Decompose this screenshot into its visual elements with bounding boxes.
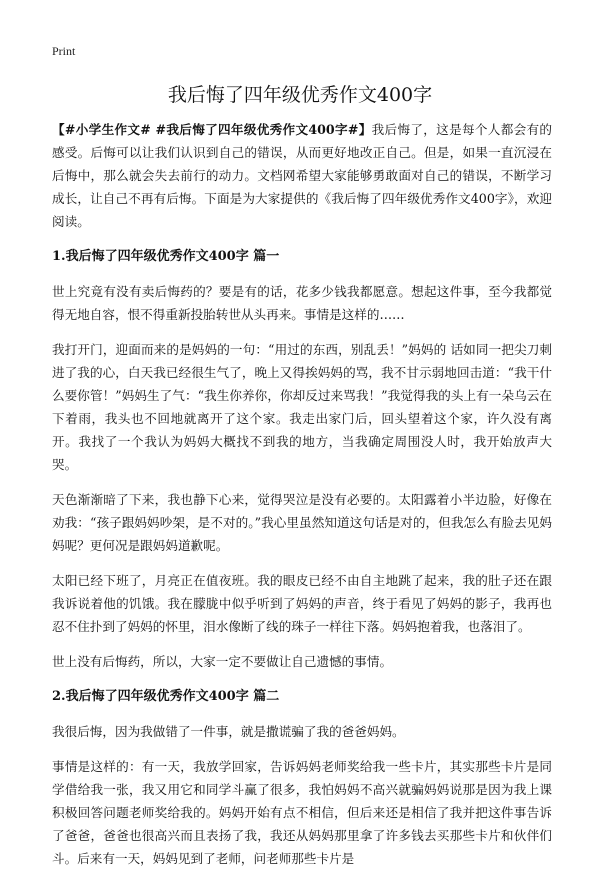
paragraph: 我打开门，迎面而来的是妈妈的一句：“用过的东西，别乱丢！”妈妈的 话如同一把尖刀刺进了我的心，白天我已经很生气了，晚上又得挨妈妈的骂，我不甘示弱地回击道：“我干什么要你管！”妈妈生了气：“我生你养你，你却反过来骂我！”我觉得我的头上有一朵乌云在下着雨，我头也不回地就离开了这个家。我走出家门后，回头望着这个家，许久没有离开。我找了一个我认为妈妈大概找不到我的地方，当我确定周围没人时，我开始放声大哭。 bbox=[52, 342, 552, 472]
article-body bbox=[52, 118, 552, 882]
paragraph: 事情是这样的：有一天，我放学回家，告诉妈妈老师奖给我一些卡片，其实那些卡片是同学借给我一张，我又用它和同学斗赢了很多，我怕妈妈不高兴就骗妈妈说那是因为我上课积极回答问题老师奖给我的。妈妈开始有点不相信，但后来还是相信了我并把这件事告诉了爸爸，爸爸也很高兴而且表扬了我，我还从妈妈那里拿了许多钱去买那些卡片和伙伴们斗。后来有一天，妈妈见到了老师，问老师那些卡片是 bbox=[52, 759, 552, 866]
paragraph: 天色渐渐暗了下来，我也静下心来，觉得哭泣是没有必要的。太阳露着小半边脸，好像在劝我：“孩子跟妈妈吵架，是不对的。”我心里虽然知道这句话是对的，但我怎么有脸去见妈妈呢？更何况是跟妈妈道歉呢。 bbox=[52, 492, 552, 553]
paragraph: 我很后悔，因为我做错了一件事，就是撒谎骗了我的爸爸妈妈。 bbox=[52, 724, 405, 739]
section-heading: 1.我后悔了四年级优秀作文400字 篇一 bbox=[52, 249, 280, 264]
paragraph: 世上究竟有没有卖后悔药的？要是有的话，花多少钱我都愿意。想起这件事，至今我都觉得无地自容，恨不得重新投胎转世从头再来。事情是这样的…… bbox=[52, 284, 552, 322]
intro-tags: 【#小学生作文# #我后悔了四年级优秀作文400字#】 bbox=[52, 122, 372, 137]
section-heading: 2.我后悔了四年级优秀作文400字 篇二 bbox=[52, 689, 280, 704]
paragraph: 世上没有后悔药，所以，大家一定不要做让自己遗憾的事情。 bbox=[52, 654, 393, 669]
paragraph: 太阳已经下班了，月亮正在值夜班。我的眼皮已经不由自主地跳了起来，我的肚子还在跟我诉说着他的饥饿。我在朦胧中似乎听到了妈妈的声音，终于看见了妈妈的影子，我再也忍不住扑到了妈妈的怀里，泪水像断了线的珠子一样往下落。妈妈抱着我，也落泪了。 bbox=[52, 573, 552, 634]
document-title: 我后悔了四年级优秀作文400字 bbox=[167, 84, 433, 106]
intro-text: 我后悔了，这是每个人都会有的感受。后悔可以让我们认识到自己的错误，从而更好地改正自己。但是，如果一直沉浸在后悔中，那么就会失去前行的动力。文档网希望大家能够勇敢面对自己的错误，不断学习成长，让自己不再有后悔。下面是为大家提供的《我后悔了四年级优秀作文400字》，欢迎阅读。 bbox=[52, 122, 552, 229]
intro-paragraph bbox=[52, 118, 552, 233]
print-label: Print bbox=[52, 44, 76, 58]
